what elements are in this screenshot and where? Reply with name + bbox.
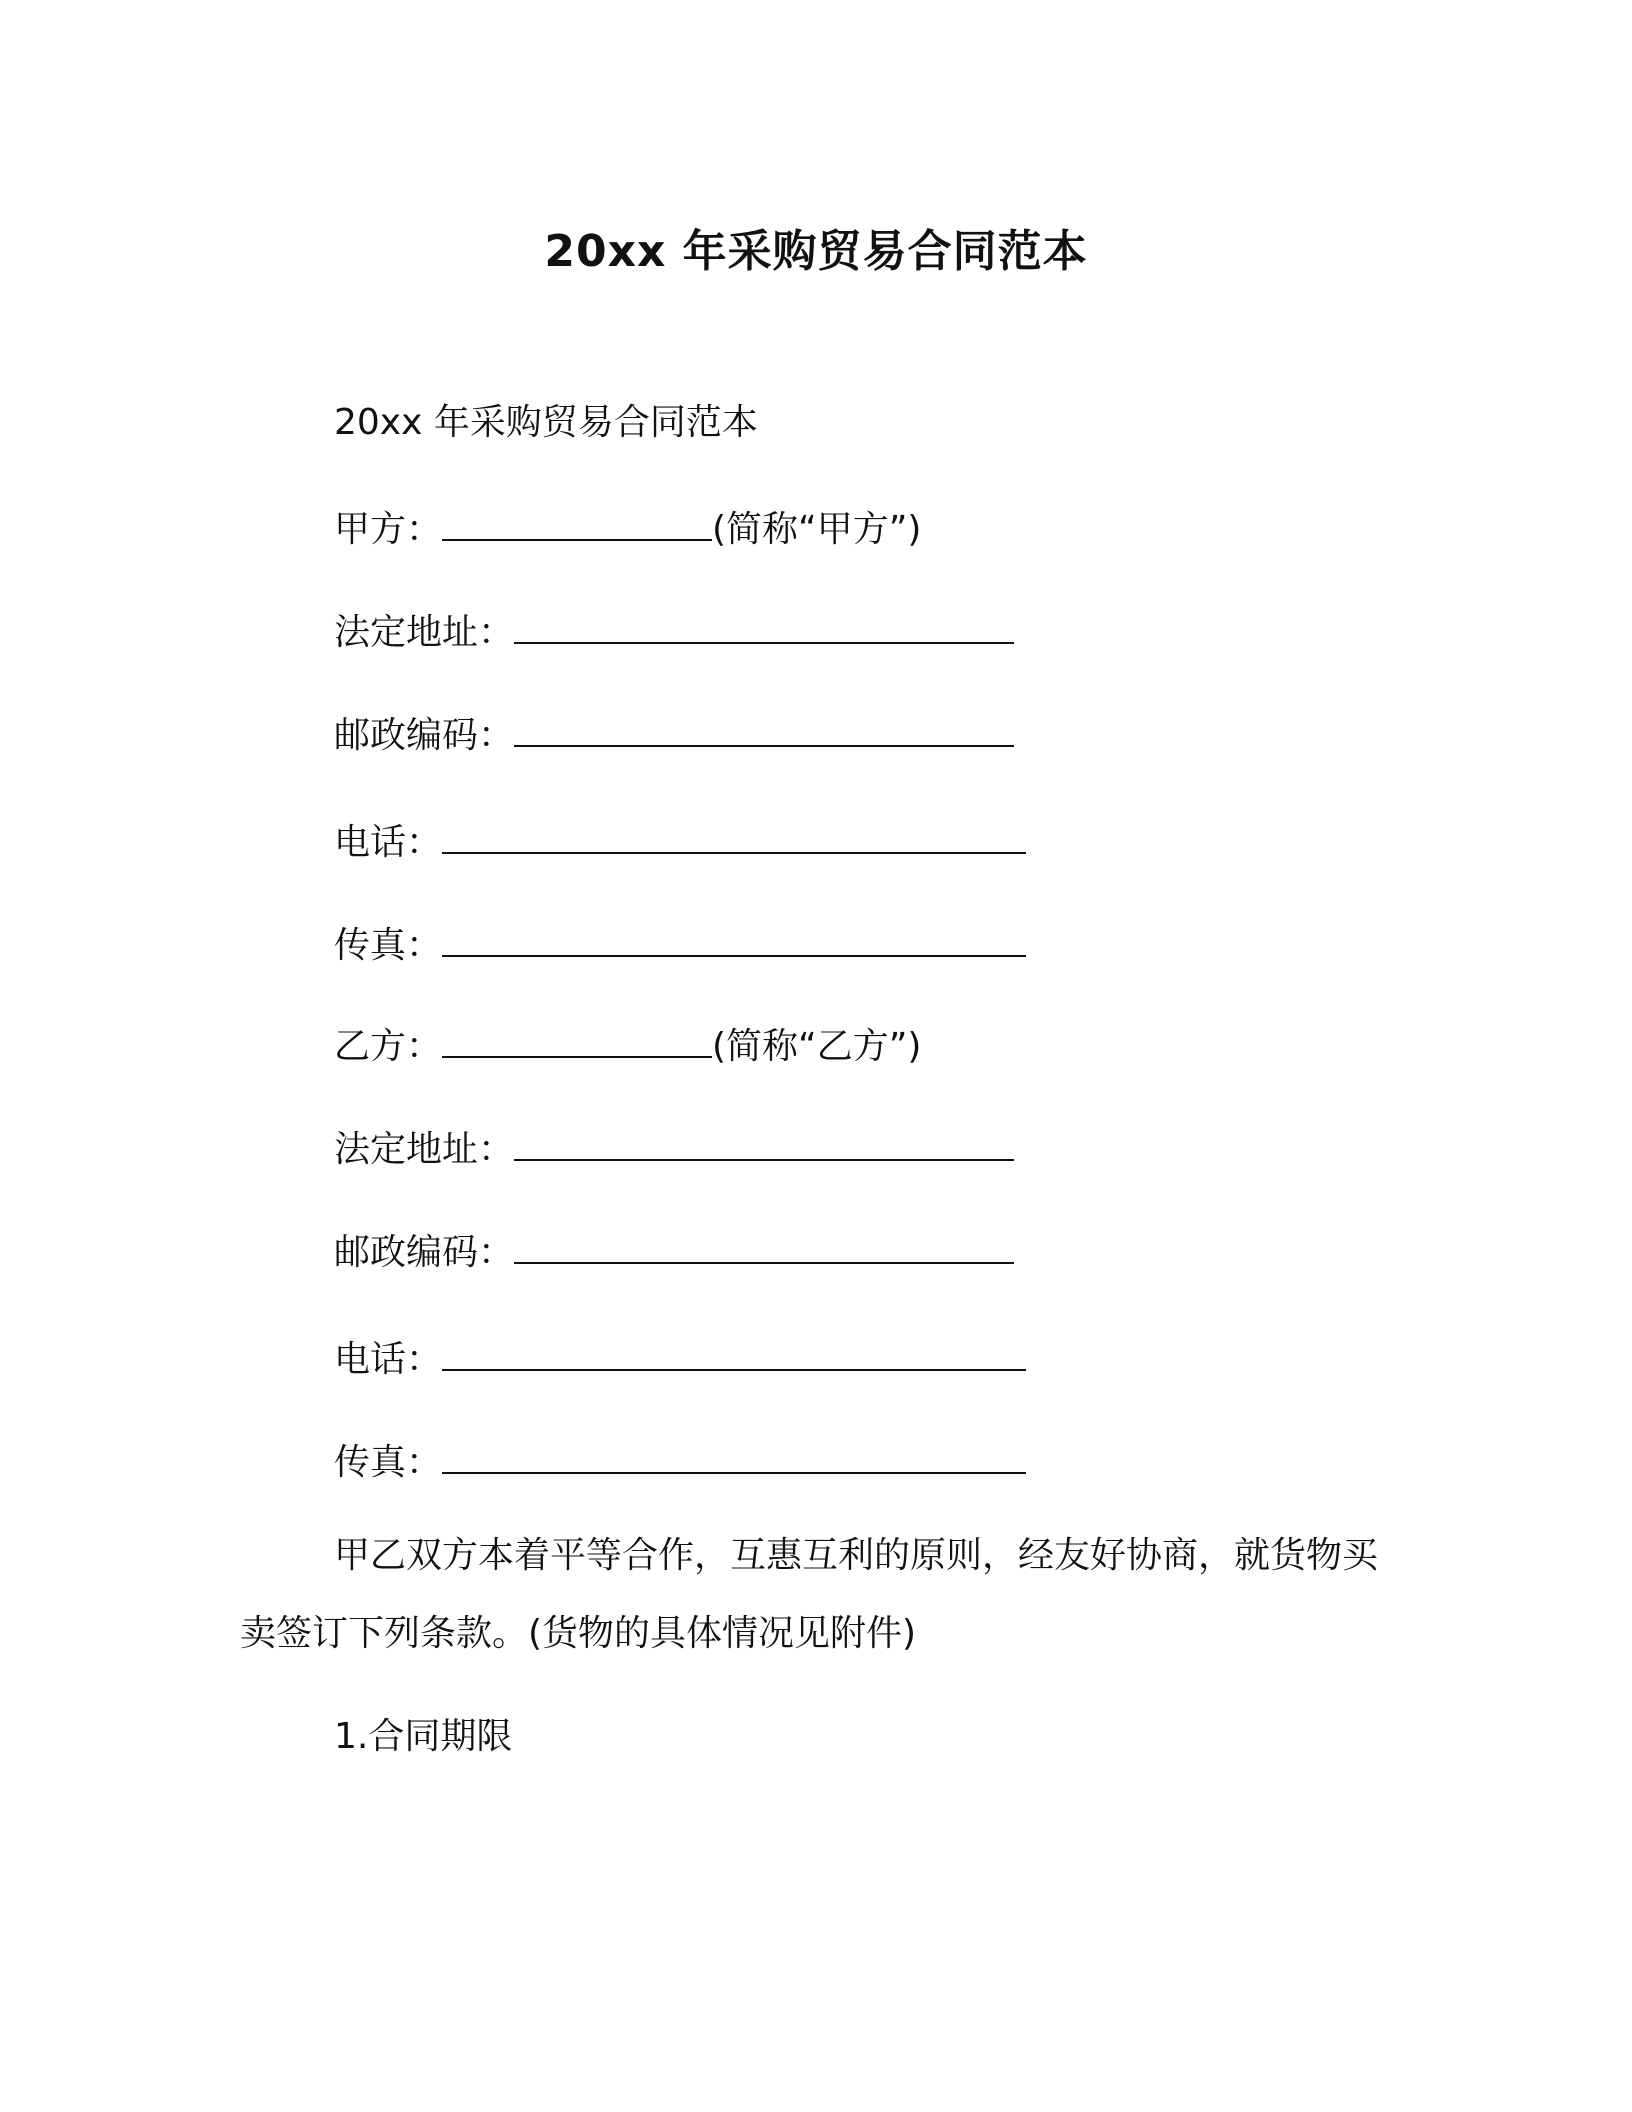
party-b-phone-blank [442, 1331, 1026, 1371]
party-a-address-label: 法定地址： [334, 612, 515, 653]
party-b-fax-blank [442, 1434, 1026, 1474]
document-subtitle: 20xx 年采购贸易合同范本 [334, 402, 758, 443]
party-b-phone-label: 电话： [334, 1339, 443, 1380]
party-a-phone-line [334, 814, 1026, 868]
party-b-address-label: 法定地址： [334, 1129, 515, 1170]
party-b-name-blank [442, 1018, 712, 1058]
party-a-phone-blank [442, 814, 1026, 854]
party-b-fax-line [334, 1434, 1026, 1488]
party-a-line [334, 501, 921, 555]
party-a-name-blank [442, 501, 712, 541]
party-b-address-line [334, 1121, 1014, 1175]
party-a-address-blank [514, 604, 1014, 644]
party-b-label: 乙方： [334, 1026, 443, 1067]
party-a-postcode-line [334, 707, 1014, 761]
intro-paragraph: 甲乙双方本着平等合作，互惠互利的原则，经友好协商，就货物买卖签订下列条款。(货物的具体情况见附件) [240, 1535, 1379, 1654]
party-a-label: 甲方： [334, 509, 443, 550]
party-a-postcode-blank [514, 707, 1014, 747]
party-b-address-blank [514, 1121, 1014, 1161]
section-1-heading: 1.合同期限 [334, 1716, 513, 1757]
party-a-address-line [334, 604, 1014, 658]
party-b-line [334, 1018, 921, 1072]
party-a-fax-label: 传真： [334, 925, 443, 966]
party-b-fax-label: 传真： [334, 1442, 443, 1483]
party-b-phone-line [334, 1331, 1026, 1385]
document-title: 20xx 年采购贸易合同范本 [544, 226, 1088, 277]
party-b-suffix: (简称“乙方”) [712, 1026, 922, 1067]
party-b-postcode-blank [514, 1224, 1014, 1264]
party-a-phone-label: 电话： [334, 822, 443, 863]
party-a-suffix: (简称“甲方”) [712, 509, 922, 550]
party-b-postcode-label: 邮政编码： [334, 1232, 515, 1273]
party-a-postcode-label: 邮政编码： [334, 715, 515, 756]
party-b-postcode-line [334, 1224, 1014, 1278]
party-a-fax-blank [442, 917, 1026, 957]
party-a-fax-line [334, 917, 1026, 971]
